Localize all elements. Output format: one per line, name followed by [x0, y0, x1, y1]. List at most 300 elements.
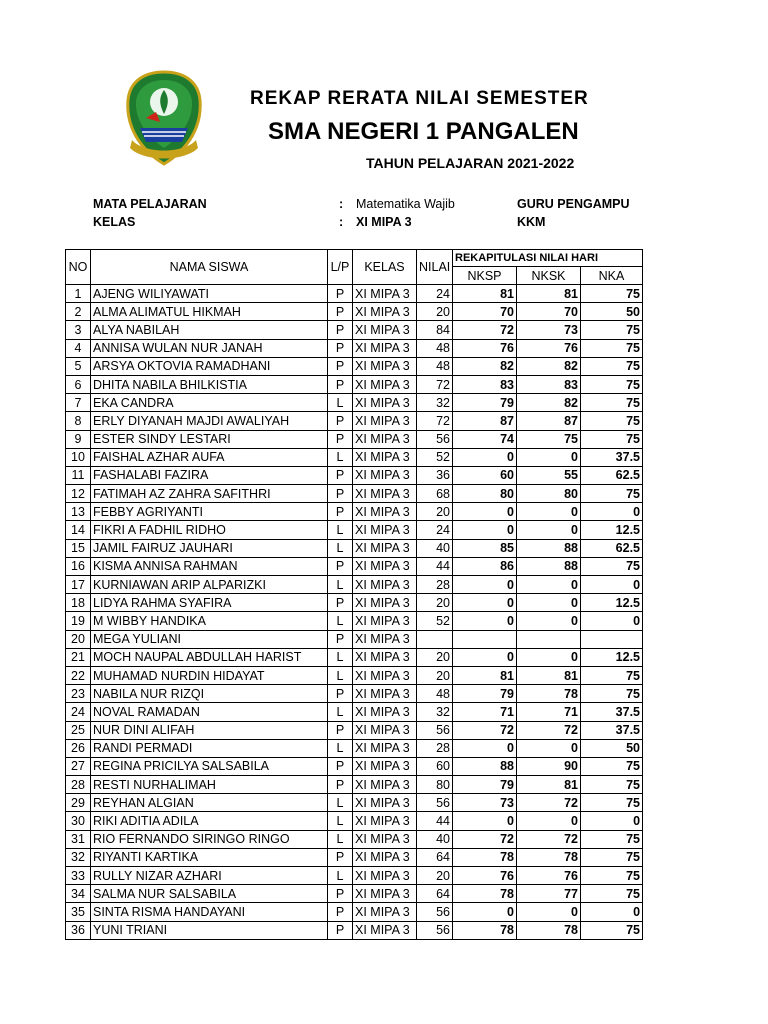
- student-name: FIKRI A FADHIL RIDHO: [91, 521, 328, 539]
- score: 20: [417, 594, 453, 612]
- score: 20: [417, 303, 453, 321]
- nksk: 77: [517, 885, 581, 903]
- header-lp: L/P: [328, 250, 353, 285]
- student-name: RESTI NURHALIMAH: [91, 776, 328, 794]
- table-row: [66, 794, 643, 812]
- class-value: XI MIPA 3: [356, 215, 412, 229]
- header-nilai: NILAI: [417, 250, 453, 285]
- nka: 75: [581, 394, 643, 412]
- west-java-emblem-icon: [124, 70, 204, 166]
- nka: 0: [581, 903, 643, 921]
- student-name: RIO FERNANDO SIRINGO RINGO: [91, 830, 328, 848]
- score: 56: [417, 721, 453, 739]
- table-row: [66, 539, 643, 557]
- row-no: 27: [66, 757, 91, 775]
- nksp: 81: [453, 285, 517, 303]
- row-no: 18: [66, 594, 91, 612]
- gender: P: [328, 285, 353, 303]
- nka: 12.5: [581, 521, 643, 539]
- table-row: [66, 503, 643, 521]
- score: 68: [417, 485, 453, 503]
- table-row: [66, 739, 643, 757]
- row-no: 21: [66, 648, 91, 666]
- row-no: 31: [66, 830, 91, 848]
- nksp: 80: [453, 485, 517, 503]
- table-row: [66, 594, 643, 612]
- gender: L: [328, 576, 353, 594]
- student-name: FASHALABI FAZIRA: [91, 466, 328, 484]
- table-row: [66, 394, 643, 412]
- class-name: XI MIPA 3: [353, 357, 417, 375]
- student-name: YUNI TRIANI: [91, 921, 328, 939]
- class-name: XI MIPA 3: [353, 576, 417, 594]
- class-name: XI MIPA 3: [353, 885, 417, 903]
- gender: P: [328, 885, 353, 903]
- nka: 50: [581, 303, 643, 321]
- row-no: 17: [66, 576, 91, 594]
- score: 52: [417, 612, 453, 630]
- table-row: [66, 721, 643, 739]
- row-no: 10: [66, 448, 91, 466]
- row-no: 15: [66, 539, 91, 557]
- table-row: [66, 776, 643, 794]
- header-kelas: KELAS: [353, 250, 417, 285]
- nka: 37.5: [581, 448, 643, 466]
- score: 52: [417, 448, 453, 466]
- nksp: 0: [453, 576, 517, 594]
- gender: P: [328, 903, 353, 921]
- class-name: XI MIPA 3: [353, 666, 417, 684]
- nka: 75: [581, 321, 643, 339]
- nksk: 81: [517, 285, 581, 303]
- score: 28: [417, 739, 453, 757]
- table-row: [66, 466, 643, 484]
- student-name: EKA CANDRA: [91, 394, 328, 412]
- class-name: XI MIPA 3: [353, 848, 417, 866]
- nka: 62.5: [581, 466, 643, 484]
- score: 56: [417, 430, 453, 448]
- gender: L: [328, 539, 353, 557]
- row-no: 20: [66, 630, 91, 648]
- student-name: MOCH NAUPAL ABDULLAH HARIST: [91, 648, 328, 666]
- table-row: [66, 485, 643, 503]
- row-no: 8: [66, 412, 91, 430]
- nksp: 0: [453, 812, 517, 830]
- gender: L: [328, 448, 353, 466]
- nksp: 0: [453, 903, 517, 921]
- nksk: 80: [517, 485, 581, 503]
- row-no: 22: [66, 666, 91, 684]
- class-name: XI MIPA 3: [353, 739, 417, 757]
- nksk: 0: [517, 739, 581, 757]
- student-name: RULLY NIZAR AZHARI: [91, 867, 328, 885]
- nksp: 0: [453, 503, 517, 521]
- nksp: 0: [453, 448, 517, 466]
- class-name: XI MIPA 3: [353, 485, 417, 503]
- score: 20: [417, 867, 453, 885]
- class-name: XI MIPA 3: [353, 430, 417, 448]
- nksk: 0: [517, 521, 581, 539]
- score: 32: [417, 703, 453, 721]
- row-no: 36: [66, 921, 91, 939]
- student-name: ESTER SINDY LESTARI: [91, 430, 328, 448]
- class-name: XI MIPA 3: [353, 867, 417, 885]
- row-no: 6: [66, 375, 91, 393]
- nksk: 88: [517, 557, 581, 575]
- nka: 75: [581, 848, 643, 866]
- nka: 75: [581, 885, 643, 903]
- class-name: XI MIPA 3: [353, 503, 417, 521]
- nksp: 88: [453, 757, 517, 775]
- row-no: 19: [66, 612, 91, 630]
- subject-colon: :: [339, 197, 344, 211]
- class-name: XI MIPA 3: [353, 630, 417, 648]
- row-no: 11: [66, 466, 91, 484]
- nksk: 0: [517, 448, 581, 466]
- nksk: 87: [517, 412, 581, 430]
- nka: 75: [581, 485, 643, 503]
- student-name: SINTA RISMA HANDAYANI: [91, 903, 328, 921]
- student-name: MEGA YULIANI: [91, 630, 328, 648]
- table-row: [66, 903, 643, 921]
- nksp: 76: [453, 339, 517, 357]
- school-name: SMA NEGERI 1 PANGALEN: [268, 118, 579, 145]
- row-no: 23: [66, 685, 91, 703]
- nksk: 82: [517, 394, 581, 412]
- nksk: 0: [517, 503, 581, 521]
- table-row: [66, 412, 643, 430]
- class-name: XI MIPA 3: [353, 466, 417, 484]
- gender: P: [328, 721, 353, 739]
- table-row: [66, 303, 643, 321]
- class-name: XI MIPA 3: [353, 394, 417, 412]
- table-row: [66, 648, 643, 666]
- nksp: 82: [453, 357, 517, 375]
- score: 44: [417, 557, 453, 575]
- gender: P: [328, 339, 353, 357]
- row-no: 3: [66, 321, 91, 339]
- nksk: 76: [517, 339, 581, 357]
- student-name: NABILA NUR RIZQI: [91, 685, 328, 703]
- nksk: 0: [517, 648, 581, 666]
- teacher-label: GURU PENGAMPU: [517, 197, 630, 211]
- nka: 75: [581, 412, 643, 430]
- class-name: XI MIPA 3: [353, 612, 417, 630]
- nksp: 72: [453, 830, 517, 848]
- student-name: M WIBBY HANDIKA: [91, 612, 328, 630]
- class-name: XI MIPA 3: [353, 303, 417, 321]
- nksp: 83: [453, 375, 517, 393]
- table-row: [66, 339, 643, 357]
- nka: 75: [581, 830, 643, 848]
- table-row: [66, 703, 643, 721]
- table-row: [66, 830, 643, 848]
- nksk: 90: [517, 757, 581, 775]
- gender: L: [328, 739, 353, 757]
- nka: 75: [581, 921, 643, 939]
- class-name: XI MIPA 3: [353, 594, 417, 612]
- nka: 75: [581, 685, 643, 703]
- row-no: 28: [66, 776, 91, 794]
- table-row: [66, 576, 643, 594]
- row-no: 2: [66, 303, 91, 321]
- nksp: 78: [453, 848, 517, 866]
- nksp: 72: [453, 721, 517, 739]
- gender: P: [328, 921, 353, 939]
- gender: P: [328, 630, 353, 648]
- nka: 0: [581, 612, 643, 630]
- class-name: XI MIPA 3: [353, 412, 417, 430]
- nka: 37.5: [581, 703, 643, 721]
- gender: P: [328, 466, 353, 484]
- gender: P: [328, 757, 353, 775]
- score: 60: [417, 757, 453, 775]
- nksp: 78: [453, 885, 517, 903]
- class-name: XI MIPA 3: [353, 339, 417, 357]
- nksp: 81: [453, 666, 517, 684]
- nksk: 83: [517, 375, 581, 393]
- nksp: 71: [453, 703, 517, 721]
- row-no: 13: [66, 503, 91, 521]
- nksp: 86: [453, 557, 517, 575]
- class-label: KELAS: [93, 215, 136, 229]
- nksp: 85: [453, 539, 517, 557]
- nksk: 78: [517, 848, 581, 866]
- nksk: 55: [517, 466, 581, 484]
- gender: P: [328, 303, 353, 321]
- nksp: 79: [453, 394, 517, 412]
- class-name: XI MIPA 3: [353, 903, 417, 921]
- table-row: [66, 612, 643, 630]
- student-name: ALMA ALIMATUL HIKMAH: [91, 303, 328, 321]
- nksk: 75: [517, 430, 581, 448]
- row-no: 25: [66, 721, 91, 739]
- nksp: 78: [453, 921, 517, 939]
- row-no: 29: [66, 794, 91, 812]
- table-row: [66, 357, 643, 375]
- nksp: 76: [453, 867, 517, 885]
- student-name: FAISHAL AZHAR AUFA: [91, 448, 328, 466]
- nksp: 79: [453, 776, 517, 794]
- grades-table: [65, 249, 643, 940]
- nka: 75: [581, 557, 643, 575]
- header-nka: NKA: [581, 267, 643, 285]
- nksp: 70: [453, 303, 517, 321]
- nksk: 76: [517, 867, 581, 885]
- gender: P: [328, 412, 353, 430]
- row-no: 4: [66, 339, 91, 357]
- nka: 62.5: [581, 539, 643, 557]
- table-row: [66, 685, 643, 703]
- score: 56: [417, 794, 453, 812]
- nka: 37.5: [581, 721, 643, 739]
- score: 84: [417, 321, 453, 339]
- score: 48: [417, 339, 453, 357]
- score: 28: [417, 576, 453, 594]
- nka: 75: [581, 339, 643, 357]
- gender: P: [328, 848, 353, 866]
- nksp: 79: [453, 685, 517, 703]
- table-row: [66, 521, 643, 539]
- table-row: [66, 430, 643, 448]
- table-row: [66, 921, 643, 939]
- score: 80: [417, 776, 453, 794]
- nka: 75: [581, 357, 643, 375]
- score: 44: [417, 812, 453, 830]
- subject-value: Matematika Wajib: [356, 197, 455, 211]
- nksk: 71: [517, 703, 581, 721]
- class-name: XI MIPA 3: [353, 921, 417, 939]
- gender: P: [328, 776, 353, 794]
- table-row: [66, 375, 643, 393]
- nksk: 0: [517, 903, 581, 921]
- score: 20: [417, 648, 453, 666]
- row-no: 32: [66, 848, 91, 866]
- nksp: 72: [453, 321, 517, 339]
- nka: 0: [581, 812, 643, 830]
- table-row: [66, 812, 643, 830]
- row-no: 16: [66, 557, 91, 575]
- class-name: XI MIPA 3: [353, 539, 417, 557]
- table-row: [66, 666, 643, 684]
- subject-label: MATA PELAJARAN: [93, 197, 207, 211]
- class-name: XI MIPA 3: [353, 321, 417, 339]
- nksp: 0: [453, 594, 517, 612]
- nksk: [517, 630, 581, 648]
- nksp: 0: [453, 612, 517, 630]
- nksk: 72: [517, 830, 581, 848]
- row-no: 34: [66, 885, 91, 903]
- nksk: 78: [517, 921, 581, 939]
- table-row: [66, 321, 643, 339]
- row-no: 9: [66, 430, 91, 448]
- gender: P: [328, 321, 353, 339]
- gender: L: [328, 648, 353, 666]
- nksk: 73: [517, 321, 581, 339]
- nksp: 0: [453, 648, 517, 666]
- score: 24: [417, 521, 453, 539]
- score: 20: [417, 666, 453, 684]
- nksk: 0: [517, 576, 581, 594]
- nksk: 72: [517, 721, 581, 739]
- table-row: [66, 557, 643, 575]
- class-colon: :: [339, 215, 344, 229]
- gender: P: [328, 430, 353, 448]
- row-no: 35: [66, 903, 91, 921]
- score: 64: [417, 848, 453, 866]
- nksk: 0: [517, 612, 581, 630]
- score: 64: [417, 885, 453, 903]
- table-row: [66, 757, 643, 775]
- nksp: 60: [453, 466, 517, 484]
- table-row: [66, 885, 643, 903]
- gender: P: [328, 375, 353, 393]
- nka: 75: [581, 430, 643, 448]
- nksk: 0: [517, 812, 581, 830]
- gender: L: [328, 794, 353, 812]
- header-rekap: REKAPITULASI NILAI HARI: [453, 250, 643, 267]
- header-nksp: NKSP: [453, 267, 517, 285]
- student-name: FEBBY AGRIYANTI: [91, 503, 328, 521]
- nksp: 73: [453, 794, 517, 812]
- score: 32: [417, 394, 453, 412]
- student-name: AJENG WILIYAWATI: [91, 285, 328, 303]
- nka: 75: [581, 666, 643, 684]
- class-name: XI MIPA 3: [353, 685, 417, 703]
- nka: [581, 630, 643, 648]
- nksp: 0: [453, 521, 517, 539]
- nksk: 88: [517, 539, 581, 557]
- gender: L: [328, 666, 353, 684]
- nka: 0: [581, 503, 643, 521]
- nksk: 81: [517, 776, 581, 794]
- nksk: 81: [517, 666, 581, 684]
- class-name: XI MIPA 3: [353, 285, 417, 303]
- gender: L: [328, 867, 353, 885]
- row-no: 14: [66, 521, 91, 539]
- nka: 0: [581, 576, 643, 594]
- row-no: 7: [66, 394, 91, 412]
- row-no: 26: [66, 739, 91, 757]
- row-no: 24: [66, 703, 91, 721]
- student-name: LIDYA RAHMA SYAFIRA: [91, 594, 328, 612]
- class-name: XI MIPA 3: [353, 703, 417, 721]
- student-name: KISMA ANNISA RAHMAN: [91, 557, 328, 575]
- nksp: 87: [453, 412, 517, 430]
- class-name: XI MIPA 3: [353, 375, 417, 393]
- score: 40: [417, 830, 453, 848]
- score: 36: [417, 466, 453, 484]
- score: 24: [417, 285, 453, 303]
- gender: P: [328, 503, 353, 521]
- gender: L: [328, 394, 353, 412]
- gender: P: [328, 357, 353, 375]
- nka: 75: [581, 285, 643, 303]
- student-name: NOVAL RAMADAN: [91, 703, 328, 721]
- student-name: KURNIAWAN ARIP ALPARIZKI: [91, 576, 328, 594]
- nksp: [453, 630, 517, 648]
- nka: 12.5: [581, 648, 643, 666]
- header-name: NAMA SISWA: [91, 250, 328, 285]
- table-row: [66, 448, 643, 466]
- score: 72: [417, 412, 453, 430]
- score: 48: [417, 357, 453, 375]
- student-name: NUR DINI ALIFAH: [91, 721, 328, 739]
- table-row: [66, 285, 643, 303]
- gender: L: [328, 612, 353, 630]
- nka: 75: [581, 757, 643, 775]
- academic-year: TAHUN PELAJARAN 2021-2022: [366, 155, 575, 171]
- student-name: ALYA NABILAH: [91, 321, 328, 339]
- class-name: XI MIPA 3: [353, 794, 417, 812]
- nka: 12.5: [581, 594, 643, 612]
- gender: P: [328, 485, 353, 503]
- gender: L: [328, 521, 353, 539]
- report-title: REKAP RERATA NILAI SEMESTER: [250, 88, 589, 109]
- score: 48: [417, 685, 453, 703]
- nksp: 74: [453, 430, 517, 448]
- class-name: XI MIPA 3: [353, 812, 417, 830]
- nksk: 82: [517, 357, 581, 375]
- student-name: JAMIL FAIRUZ JAUHARI: [91, 539, 328, 557]
- table-row: [66, 848, 643, 866]
- nksk: 78: [517, 685, 581, 703]
- gender: P: [328, 557, 353, 575]
- nka: 75: [581, 375, 643, 393]
- table-row: [66, 630, 643, 648]
- table-row: [66, 867, 643, 885]
- student-name: RIKI ADITIA ADILA: [91, 812, 328, 830]
